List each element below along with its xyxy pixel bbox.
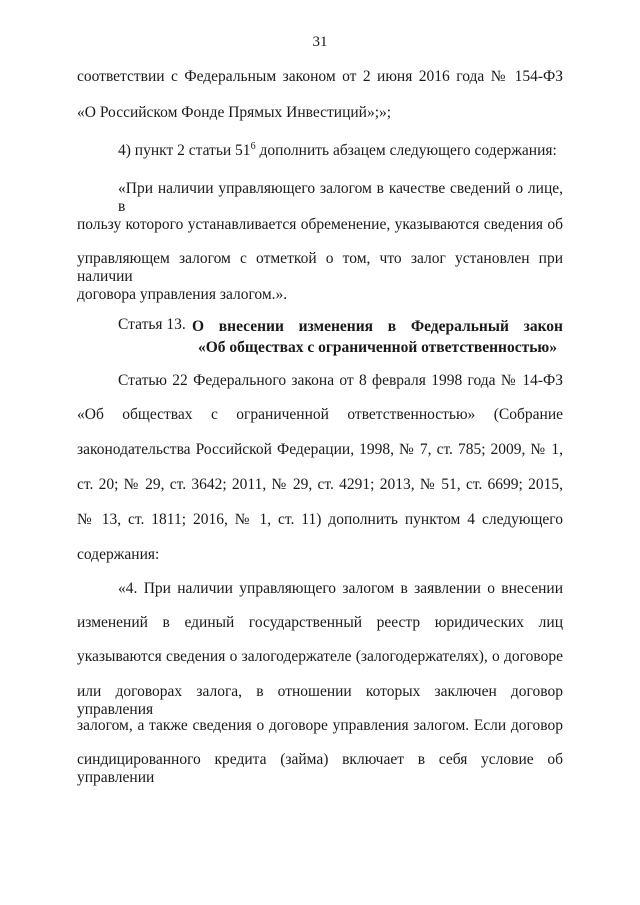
text-line: «Об обществах с ограниченной ответственностью» (Собрание [77, 406, 563, 423]
text-line: «При наличии управляющего залогом в качестве сведений о лице, в [118, 180, 563, 215]
text-line: синдицированного кредита (займа) включает в себя условие об управлении [77, 751, 563, 786]
text-line: указываются сведения о залогодержателе (залогодержателях), о договоре [77, 648, 563, 665]
text-fragment: дополнить абзацем следующего содержания: [255, 142, 557, 159]
text-line: № 13, ст. 1811; 2016, № 1, ст. 11) дополнить пунктом 4 следующего [77, 511, 563, 528]
text-fragment: 4) пункт 2 статьи 51 [118, 142, 251, 159]
text-line: управляющем залогом с отметкой о том, что залог установлен при наличии [77, 250, 563, 285]
text-line: изменений в единый государственный реестр юридических лиц [77, 614, 563, 631]
text-line: содержания: [77, 546, 160, 563]
article-title-line: «Об обществах с ограниченной ответственностью» [198, 339, 557, 356]
text-line: Статью 22 Федерального закона от 8 февраля 1998 года № 14-ФЗ [118, 372, 563, 389]
page-number: 31 [312, 34, 328, 50]
text-line: соответствии с Федеральным законом от 2 июня 2016 года № 154-ФЗ [77, 68, 563, 85]
text-line: или договорах залога, в отношении которых заключен договор управления [77, 683, 563, 718]
text-line: законодательства Российской Федерации, 1998, № 7, ст. 785; 2009, № 1, [77, 441, 563, 458]
text-line: пользу которого устанавливается обременение, указываются сведения об [77, 216, 563, 233]
text-line: «4. При наличии управляющего залогом в заявлении о внесении [118, 580, 563, 597]
superscript: 6 [250, 140, 256, 152]
text-line: ст. 20; № 29, ст. 3642; 2011, № 29, ст. 4291; 2013, № 51, ст. 6699; 2015, [77, 476, 563, 493]
article-title-line: О внесении изменения в Федеральный закон [192, 318, 563, 335]
text-line: залогом, а также сведения о договоре управления залогом. Если договор [77, 717, 563, 734]
text-line: договора управления залогом.». [77, 286, 288, 303]
text-line: «О Российском Фонде Прямых Инвестиций»;»; [77, 104, 392, 121]
article-title [192, 316, 563, 358]
text-line [118, 142, 557, 160]
article-label: Статья 13. [118, 316, 186, 333]
